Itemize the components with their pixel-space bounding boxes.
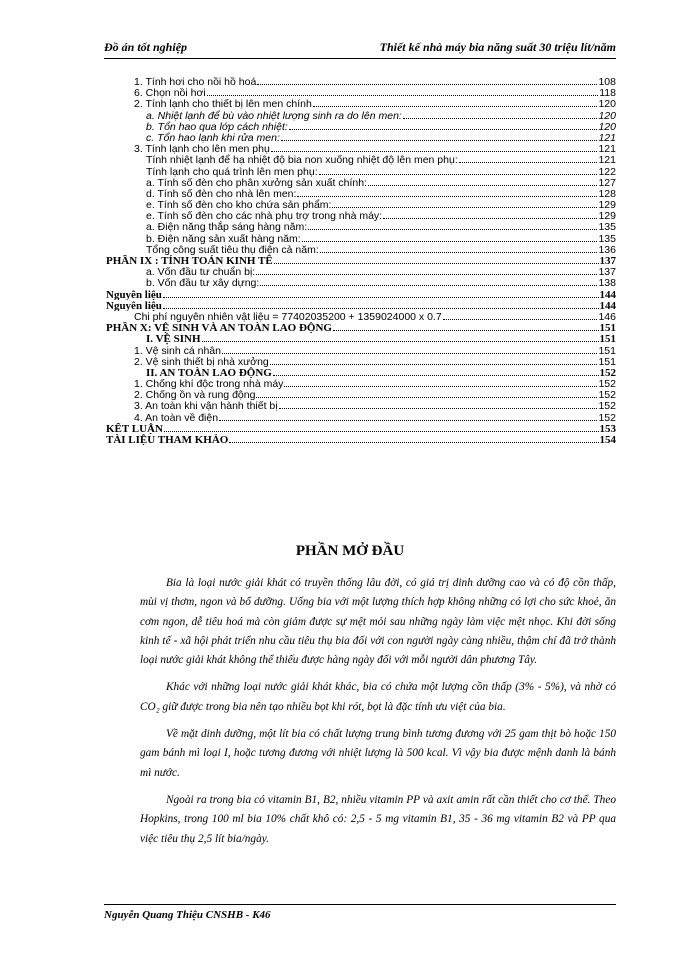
toc-entry-page: 129: [598, 199, 616, 211]
toc-entry[interactable]: [106, 143, 616, 154]
toc-entry[interactable]: [106, 333, 616, 344]
toc-entry-title: 2. Vệ sinh thiết bị nhà xưởng: [134, 355, 269, 367]
toc-entry-page: 152: [598, 389, 616, 401]
toc-entry[interactable]: [106, 311, 616, 322]
body-text: [140, 574, 616, 857]
toc-leader-dots: [274, 255, 599, 264]
toc-entry-page: 144: [599, 288, 616, 300]
toc-entry[interactable]: [106, 188, 616, 199]
toc-leader-dots: [281, 132, 598, 141]
toc-entry-title: 3. Tính lạnh cho lên men phụ: [134, 143, 270, 155]
toc-leader-dots: [403, 110, 598, 119]
toc-entry-page: 151: [598, 344, 616, 356]
toc-entry-title: KẾT LUẬN: [106, 422, 163, 434]
toc-entry-page: 108: [598, 76, 616, 88]
page-footer: Nguyễn Quang Thiệu CNSHB - K46: [104, 904, 616, 921]
toc-entry-title: 1. Vệ sinh cá nhân: [134, 344, 221, 356]
toc-entry[interactable]: [106, 210, 616, 221]
toc-leader-dots: [459, 154, 598, 163]
toc-entry[interactable]: [106, 154, 616, 165]
toc-entry-title: e. Tính số đèn cho kho chứa sản phẩm:: [146, 199, 332, 211]
toc-entry[interactable]: [106, 412, 616, 423]
toc-leader-dots: [207, 87, 599, 96]
toc-leader-dots: [260, 277, 597, 286]
toc-leader-dots: [219, 412, 597, 421]
toc-entry[interactable]: [106, 255, 616, 266]
toc-entry[interactable]: [106, 121, 616, 132]
toc-entry[interactable]: [106, 356, 616, 367]
toc-leader-dots: [284, 378, 597, 387]
toc-entry-title: Nguyên liệu: [106, 299, 162, 311]
toc-entry-page: 120: [598, 98, 616, 110]
toc-entry-title: 6. Chọn nồi hơi: [134, 87, 206, 99]
toc-leader-dots: [320, 244, 598, 253]
header-document-type: Đồ án tốt nghiệp: [104, 40, 188, 54]
toc-entry[interactable]: [106, 110, 616, 121]
toc-entry-page: 146: [598, 310, 616, 323]
toc-entry[interactable]: [106, 378, 616, 389]
toc-entry-title: 1. Tính hơi cho nồi hồ hoá: [134, 76, 257, 88]
toc-entry-page: 151: [598, 355, 616, 367]
table-of-contents: [106, 76, 616, 445]
toc-entry-title: a. Vốn đầu tư chuẩn bị:: [146, 266, 256, 278]
toc-entry-page: 118: [599, 87, 616, 99]
toc-entry[interactable]: [106, 199, 616, 210]
toc-entry-page: 122: [598, 165, 616, 177]
toc-entry-page: 137: [598, 266, 616, 278]
toc-entry-title: a. Nhiệt lạnh để bù vào nhiệt lượng sinh ra do lên men:: [146, 109, 402, 121]
toc-entry-page: 120: [598, 109, 616, 121]
section-title: PHẦN MỞ ĐẦU: [295, 543, 405, 559]
toc-entry-page: 144: [599, 299, 616, 311]
toc-entry-title: TÀI LIỆU THAM KHẢO: [106, 434, 229, 446]
toc-leader-dots: [271, 143, 598, 152]
toc-entry-page: 154: [599, 434, 616, 446]
toc-entry[interactable]: [106, 132, 616, 143]
toc-entry[interactable]: [106, 233, 616, 244]
toc-leader-dots: [297, 188, 597, 197]
toc-entry-title: e. Tính số đèn cho các nhà phụ trợ trong nhà máy:: [146, 210, 383, 222]
toc-leader-dots: [332, 199, 597, 208]
toc-entry-title: Tính lạnh cho quá trình lên men phụ:: [146, 165, 318, 177]
toc-entry-title: 2. Chống ồn và rung động: [134, 389, 256, 401]
toc-entry[interactable]: [106, 277, 616, 288]
toc-entry-page: 121: [598, 131, 616, 144]
toc-entry-title: Nguyên liệu: [106, 288, 162, 300]
toc-leader-dots: [319, 166, 598, 175]
paragraph: Ngoài ra trong bia có vitamin B1, B2, nhiều vitamin PP và axit amin rất cần thiết cho cơ thể. Theo Hopkins, trong 100 ml bia 10% chất khô có: 2,5 - 5 mg vitamin B1, 35 - 36 mg vitamin B2 và PP qua việc tiêu thụ 2,5 lít bia/ngày.: [140, 793, 616, 845]
toc-leader-dots: [333, 322, 599, 331]
toc-entry[interactable]: [106, 166, 616, 177]
toc-entry[interactable]: [106, 98, 616, 109]
toc-leader-dots: [202, 333, 599, 342]
toc-entry[interactable]: [106, 400, 616, 411]
toc-entry-title: Chi phí nguyên nhiên vật liệu = 77402035200 + 1359024000 x 0.7: [134, 310, 442, 323]
toc-entry-page: 129: [598, 210, 616, 222]
toc-entry[interactable]: [106, 345, 616, 356]
toc-entry-title: Tính nhiệt lạnh để hạ nhiệt độ bia non xuống nhiệt độ lên men phụ:: [146, 154, 458, 166]
toc-leader-dots: [308, 221, 597, 230]
toc-entry[interactable]: [106, 76, 616, 87]
toc-entry-title: b. Vốn đầu tư xây dựng:: [146, 277, 260, 289]
toc-leader-dots: [270, 356, 598, 365]
toc-leader-dots: [163, 289, 599, 298]
toc-entry-page: 152: [598, 378, 616, 390]
toc-entry-page: 153: [599, 422, 616, 434]
toc-leader-dots: [279, 400, 598, 409]
toc-entry-title: II. AN TOÀN LAO ĐỘNG: [146, 366, 272, 379]
toc-entry-title: a. Điện năng thắp sáng hàng năm:: [146, 221, 308, 233]
toc-entry[interactable]: [106, 289, 616, 300]
toc-entry-title: I. VỆ SINH: [146, 333, 201, 345]
toc-entry-page: 152: [599, 366, 616, 379]
toc-leader-dots: [222, 345, 597, 354]
toc-entry[interactable]: [106, 367, 616, 378]
toc-entry-page: 151: [599, 322, 616, 334]
toc-entry-title: PHẦN X: VỆ SINH VÀ AN TOÀN LAO ĐỘNG: [106, 322, 332, 334]
toc-leader-dots: [368, 177, 598, 186]
paragraph: Về mặt dinh dưỡng, một lít bia có chất lượng trung bình tương đương với 25 gam thịt bò hoặc 150 gam bánh mì loại I, hoặc tương đương với nhiệt lượng là 500 kcal. Vì vậy bia được mệnh danh là bánh mì nước.: [140, 728, 616, 779]
toc-entry-page: 138: [598, 277, 616, 289]
toc-entry-page: 137: [599, 255, 616, 267]
toc-entry-title: d. Tính số đèn cho nhà lên men:: [146, 187, 297, 200]
toc-entry-title: b. Tổn hao qua lớp cách nhiệt:: [146, 120, 288, 132]
header-document-title: Thiết kế nhà máy bia năng suất 30 triệu lít/năm: [379, 40, 616, 54]
toc-entry[interactable]: [106, 389, 616, 400]
toc-entry-page: 152: [598, 400, 616, 412]
toc-entry[interactable]: [106, 434, 616, 445]
toc-entry-page: 152: [598, 411, 616, 423]
toc-entry-page: 151: [599, 333, 616, 345]
toc-entry-page: 136: [598, 243, 616, 255]
toc-leader-dots: [256, 389, 597, 398]
toc-entry-title: 4. An toàn về điện: [134, 411, 219, 423]
toc-leader-dots: [256, 266, 597, 275]
toc-entry-title: a. Tính số đèn cho phân xưởng sản xuất chính:: [146, 176, 367, 188]
toc-entry-page: 135: [598, 232, 616, 244]
toc-entry[interactable]: [106, 300, 616, 311]
toc-entry-title: 1. Chống khí độc trong nhà máy: [134, 378, 284, 390]
toc-entry[interactable]: [106, 423, 616, 434]
toc-entry-page: 127: [598, 176, 616, 188]
toc-entry-title: 3. An toàn khi vận hành thiết bị: [134, 400, 278, 412]
toc-leader-dots: [313, 98, 598, 107]
toc-leader-dots: [164, 423, 599, 432]
toc-leader-dots: [273, 367, 599, 376]
paragraph: Bia là loại nước giải khát có truyền thống lâu đời, có giá trị dinh dưỡng cao và có độ cồn thấp, mùi vị thơm, ngon và bổ dưỡng. Uống bia với một lượng thích hợp không những có lợi cho sức khoẻ, ăn cơm ngon, dễ tiêu hoá mà còn giảm được sự mệt mỏi sau những ngày làm việc mệt nhọc. Khi đời sống kinh tế - xã hội phát triển nhu cầu tiêu thụ bia đối với con người ngày càng nhiều, thậm chí đã trở thành loại nước giải khát không thể thiếu được hàng ngày đối với mỗi người dân phương Tây.: [140, 577, 616, 667]
toc-leader-dots: [257, 76, 597, 85]
toc-leader-dots: [383, 210, 597, 219]
toc-leader-dots: [443, 311, 598, 320]
toc-leader-dots: [302, 233, 598, 242]
toc-entry-title: PHẦN IX : TÍNH TOÁN KINH TẾ: [106, 255, 273, 267]
toc-entry[interactable]: [106, 177, 616, 188]
toc-entry[interactable]: [106, 87, 616, 98]
toc-entry-page: 135: [598, 221, 616, 233]
toc-entry-page: 121: [598, 154, 616, 166]
toc-entry-title: c. Tổn hao lạnh khi rửa men:: [146, 131, 280, 144]
page-header: [104, 38, 616, 59]
paragraph: Khác với những loại nước giải khát khác, bia có chứa một lượng cồn thấp (3% - 5%), và nhờ có CO₂ giữ được trong bia nên tạo nhiều bọt khi rót, bọt là đặc tính ưu việt của bia.: [140, 681, 616, 713]
toc-entry-title: Tổng công suất tiêu thụ điện cả năm:: [146, 243, 319, 255]
toc-entry-page: 128: [598, 187, 616, 200]
toc-entry-title: b. Điện năng sản xuất hàng năm:: [146, 232, 301, 244]
toc-entry-page: 120: [598, 120, 616, 132]
toc-entry[interactable]: [106, 322, 616, 333]
toc-entry[interactable]: [106, 221, 616, 232]
toc-leader-dots: [289, 121, 598, 130]
toc-entry[interactable]: [106, 266, 616, 277]
toc-leader-dots: [163, 300, 599, 309]
toc-leader-dots: [229, 434, 598, 443]
toc-entry-title: 2. Tính lạnh cho thiết bị lên men chính: [134, 98, 312, 110]
toc-entry-page: 121: [598, 143, 616, 155]
toc-entry[interactable]: [106, 244, 616, 255]
